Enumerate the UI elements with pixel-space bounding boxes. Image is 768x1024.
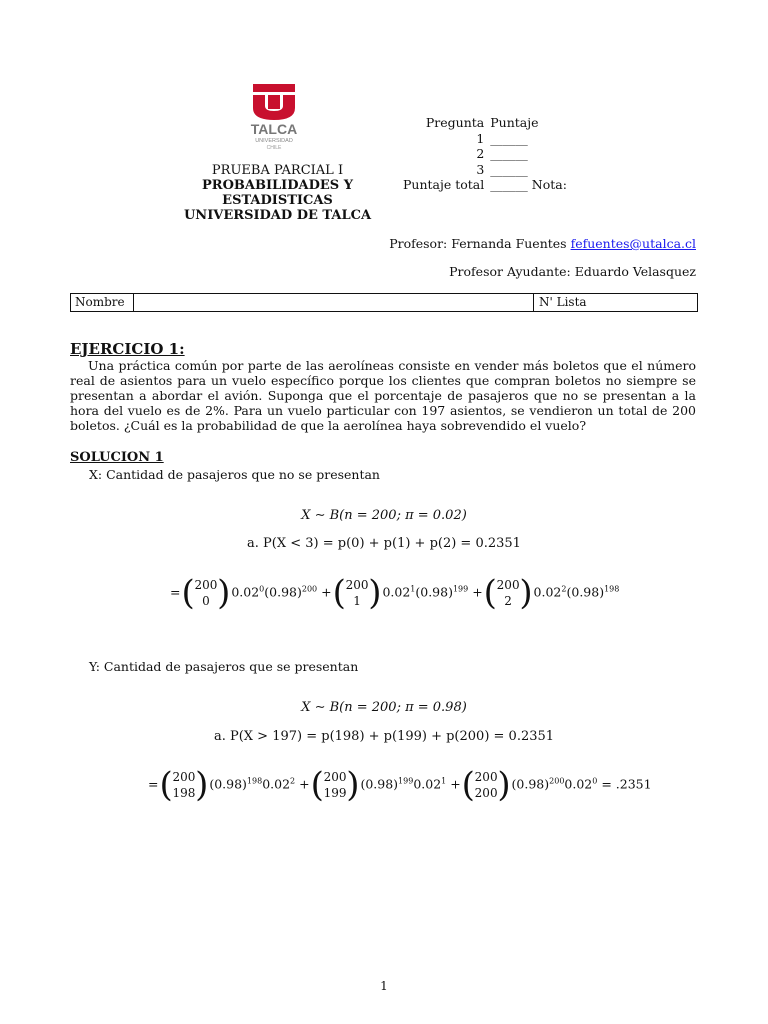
score-blank: ______ xyxy=(490,130,528,146)
exercise-statement: Una práctica común por parte de las aerolíneas consiste en vender más boletos que el número real de asientos para un vuelo específico porque los clientes que compran boletos no siempre se presentan a abordar el avión. Suponga que el porcentaje de pasajeros que no se presentan a la hora del vuelo es de 2%. Para un vuelo particular con 197 asientos, se vendieron un total de 200 boletos. ¿Cuál es la probabilidad de que la aerolínea haya sobrevendido el vuelo? xyxy=(70,358,696,433)
professor-name: Profesor: Fernanda Fuentes xyxy=(389,236,567,251)
name-label: Nombre xyxy=(71,294,134,311)
score-row xyxy=(400,131,570,147)
score-blank: ______ xyxy=(490,161,528,177)
y-definition: Y: Cantidad de pasajeros que se presentan xyxy=(89,659,359,674)
student-name-box xyxy=(70,293,698,312)
course-name-1: PROBABILIDADES Y xyxy=(201,178,353,193)
x-binomial-expansion: = ( 200 0 ) $0.02^0(0.98)^{200}$ + ( 200 1 ) $0.02^1(0.98)^{199}$ + ( 200 2 ) $0.02^2(0.98)^{198}$ xyxy=(170,577,619,609)
y-distribution xyxy=(0,700,768,715)
x-distribution xyxy=(0,508,768,523)
y-binomial-expansion: = ( 200 198 ) $(0.98)^{198}0.02^2$ + ( 200 199 ) $(0.98)^{199}0.02^1$ + ( 200 200 ) $(0.98)^{200}0.02^0 = .2351$ xyxy=(148,769,652,801)
svg-text:UNIVERSIDAD: UNIVERSIDAD xyxy=(255,138,293,144)
exercise-title: EJERCICIO 1: xyxy=(70,340,185,358)
question-number: 2 xyxy=(476,146,485,161)
score-total-row xyxy=(400,177,570,193)
score-blank: ______ xyxy=(490,146,528,161)
university-logo xyxy=(244,84,304,154)
page-number: 1 xyxy=(380,979,388,993)
exam-title: PRUEBA PARCIAL I xyxy=(211,163,344,178)
y-probability-text: a. P(X > 197) = p(198) + p(199) + p(200) = 0.2351 xyxy=(213,729,555,744)
exam-title-block xyxy=(165,163,390,223)
x-distribution-text: X ∼ B(n = 200; π = 0.02) xyxy=(301,508,467,523)
university-name: UNIVERSIDAD DE TALCA xyxy=(183,208,372,223)
svg-text:CHILE: CHILE xyxy=(266,145,282,151)
x-probability xyxy=(0,536,768,551)
list-number-label: N' Lista xyxy=(533,294,704,311)
score-table xyxy=(400,115,570,193)
x-definition: X: Cantidad de pasajeros que no se presentan xyxy=(89,467,380,482)
nota-label: Nota: xyxy=(531,177,567,192)
question-number: 1 xyxy=(476,130,485,146)
solution-title: SOLUCION 1 xyxy=(70,450,164,465)
professor-email-link[interactable]: fefuentes@utalca.cl xyxy=(570,236,696,251)
total-blank: ______ xyxy=(490,177,528,192)
course-name-2: ESTADISTICAS xyxy=(222,193,333,208)
question-number: 3 xyxy=(476,161,485,177)
svg-text:TALCA: TALCA xyxy=(250,121,298,137)
col-score-header: Puntaje xyxy=(490,115,539,130)
col-question-header: Pregunta xyxy=(425,115,485,130)
total-label: Puntaje total xyxy=(403,177,485,192)
y-probability xyxy=(0,729,768,744)
score-row xyxy=(400,146,570,162)
x-probability-text: a. P(X < 3) = p(0) + p(1) + p(2) = 0.2351 xyxy=(247,536,521,551)
score-row xyxy=(400,162,570,178)
y-distribution-text: X ∼ B(n = 200; π = 0.98) xyxy=(301,700,467,715)
utalca-logo-icon xyxy=(244,84,304,154)
assistant-line: Profesor Ayudante: Eduardo Velasquez xyxy=(449,264,696,279)
professor-line xyxy=(389,236,696,251)
